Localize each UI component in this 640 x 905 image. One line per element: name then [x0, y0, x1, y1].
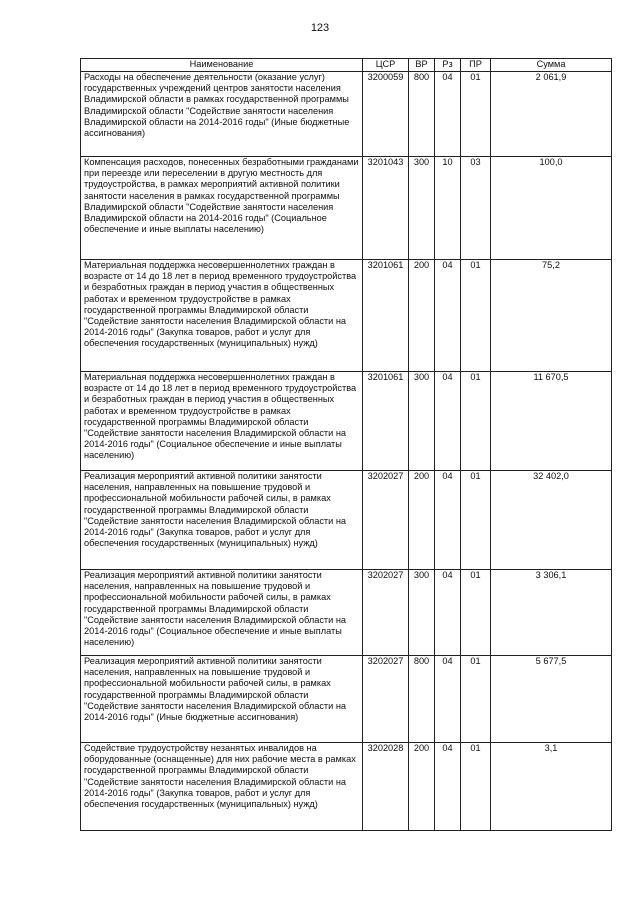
row-name: Материальная поддержка несовершеннолетних граждан в возрасте от 14 до 18 лет в период временного трудоустройства и безработных граждан в период участия в общественных работах и временном трудоустройстве в рамках государственной программы Владимирской области "Содействие занятости населения Владимирской области на 2014-2016 годы" (Закупка товаров, работ и услуг для обеспечения государственных (муниципальных) нужд)	[81, 260, 363, 372]
row-csr: 3201061	[363, 372, 409, 471]
row-pr: 01	[461, 72, 491, 157]
row-rz: 04	[435, 471, 461, 570]
row-vr: 300	[409, 372, 435, 471]
row-rz: 04	[435, 743, 461, 831]
row-name: Материальная поддержка несовершеннолетних граждан в возрасте от 14 до 18 лет в период временного трудоустройства и безработных граждан в период участия в общественных работах и временном трудоустройстве в рамках государственной программы Владимирской области "Содействие занятости населения Владимирской области на 2014-2016 годы" (Социальное обеспечение и иные выплаты населению)	[81, 372, 363, 471]
row-name: Реализация мероприятий активной политики занятости населения, направленных на повышение трудовой и профессиональной мобильности рабочей силы, в рамках государственной программы Владимирской области "Содействие занятости населения Владимирской области на 2014-2016 годы" (Закупка товаров, работ и услуг для обеспечения государственных (муниципальных) нужд)	[81, 471, 363, 570]
header-name: Наименование	[81, 59, 363, 72]
header-pr: ПР	[461, 59, 491, 72]
row-name: Компенсация расходов, понесенных безработными гражданами при переезде или переселении в другую местность для трудоустройства, в рамках мероприятий активной политики занятости населения в рамках государственной программы Владимирской области "Содействие занятости населения Владимирской области на 2014-2016 годы" (Социальное обеспечение и иные выплаты населению)	[81, 157, 363, 260]
row-csr: 3202028	[363, 743, 409, 831]
row-name: Реализация мероприятий активной политики занятости населения, направленных на повышение трудовой и профессиональной мобильности рабочей силы, в рамках государственной программы Владимирской области "Содействие занятости населения Владимирской области на 2014-2016 годы" (Иные бюджетные ассигнования)	[81, 656, 363, 743]
header-rz: Рз	[435, 59, 461, 72]
table-row	[81, 72, 612, 157]
table-row	[81, 471, 612, 570]
table-header-row	[81, 59, 612, 72]
table-row	[81, 743, 612, 831]
table-row	[81, 260, 612, 372]
row-pr: 01	[461, 372, 491, 471]
header-sum: Сумма	[491, 59, 612, 72]
header-csr: ЦСР	[363, 59, 409, 72]
row-vr: 300	[409, 157, 435, 260]
row-sum: 2 061,9	[491, 72, 612, 157]
row-rz: 04	[435, 372, 461, 471]
row-vr: 200	[409, 260, 435, 372]
row-sum: 32 402,0	[491, 471, 612, 570]
page-number: 123	[310, 22, 330, 34]
table-row	[81, 157, 612, 260]
row-csr: 3202027	[363, 471, 409, 570]
table-row	[81, 570, 612, 656]
row-rz: 04	[435, 570, 461, 656]
row-rz: 04	[435, 72, 461, 157]
row-name: Реализация мероприятий активной политики занятости населения, направленных на повышение трудовой и профессиональной мобильности рабочей силы, в рамках государственной программы Владимирской области "Содействие занятости населения Владимирской области на 2014-2016 годы" (Социальное обеспечение и иные выплаты населению)	[81, 570, 363, 656]
row-pr: 03	[461, 157, 491, 260]
row-rz: 04	[435, 656, 461, 743]
row-pr: 01	[461, 656, 491, 743]
row-pr: 01	[461, 260, 491, 372]
row-vr: 300	[409, 570, 435, 656]
row-sum: 3,1	[491, 743, 612, 831]
row-rz: 04	[435, 260, 461, 372]
row-rz: 10	[435, 157, 461, 260]
row-vr: 800	[409, 656, 435, 743]
row-vr: 200	[409, 471, 435, 570]
header-vr: ВР	[409, 59, 435, 72]
budget-table	[80, 58, 612, 831]
row-pr: 01	[461, 570, 491, 656]
row-sum: 3 306,1	[491, 570, 612, 656]
row-name: Расходы на обеспечение деятельности (оказание услуг) государственных учреждений центров занятости населения Владимирской области в рамках государственной программы Владимирской области "Содействие занятости населения Владимирской области на 2014-2016 годы" (Иные бюджетные ассигнования)	[81, 72, 363, 157]
row-sum: 100,0	[491, 157, 612, 260]
row-csr: 3202027	[363, 570, 409, 656]
row-csr: 3202027	[363, 656, 409, 743]
table-row	[81, 656, 612, 743]
row-vr: 200	[409, 743, 435, 831]
row-sum: 11 670,5	[491, 372, 612, 471]
row-sum: 75,2	[491, 260, 612, 372]
row-csr: 3201061	[363, 260, 409, 372]
row-csr: 3200059	[363, 72, 409, 157]
row-csr: 3201043	[363, 157, 409, 260]
row-pr: 01	[461, 743, 491, 831]
row-pr: 01	[461, 471, 491, 570]
table-row	[81, 372, 612, 471]
row-vr: 800	[409, 72, 435, 157]
row-sum: 5 677,5	[491, 656, 612, 743]
row-name: Содействие трудоустройству незанятых инвалидов на оборудованные (оснащенные) для них рабочие места в рамках государственной программы Владимирской области "Содействие занятости населения Владимирской области на 2014-2016 годы" (Закупка товаров, работ и услуг для обеспечения государственных (муниципальных) нужд)	[81, 743, 363, 831]
